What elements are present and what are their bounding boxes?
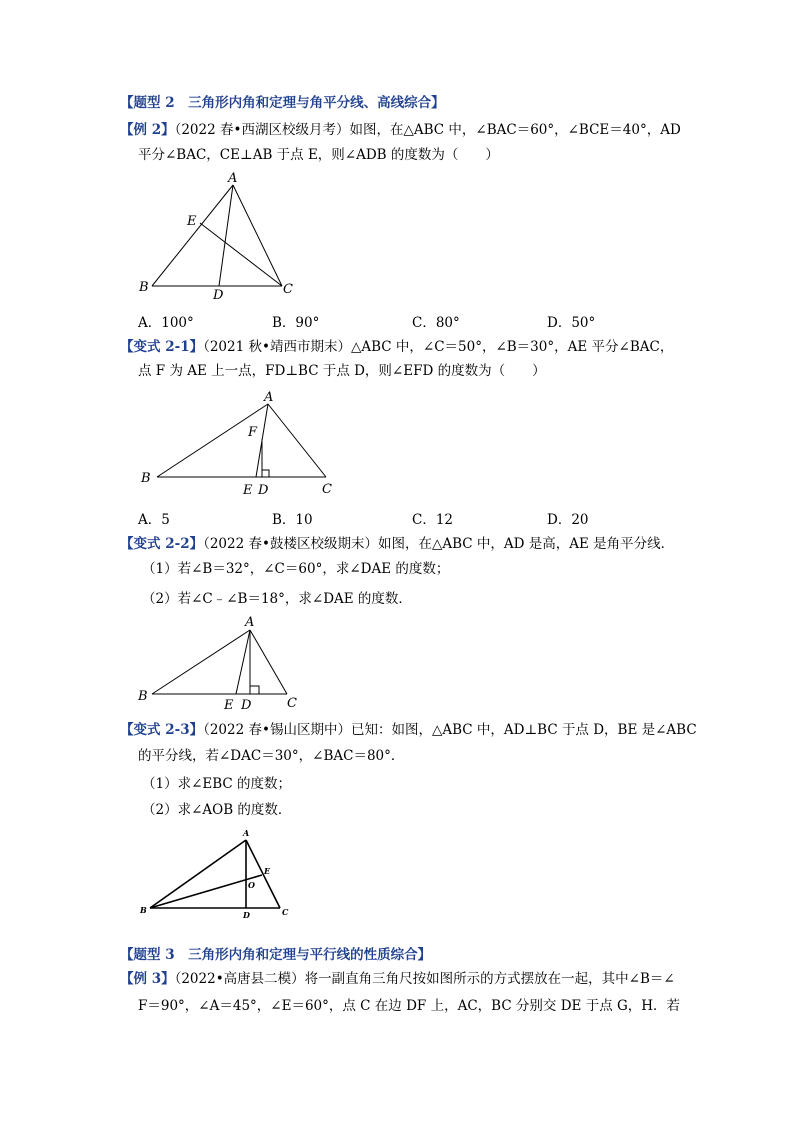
example-2-text-1: （2022 春•西湖区校级月考）如图，在△ABC 中，∠BAC＝60°，∠BCE＝40°，AD [174, 122, 681, 138]
label-f: F [248, 425, 258, 440]
variation-2-2-line-3: （2）若∠C﹣∠B＝18°，求∠DAE 的度数． [142, 591, 412, 607]
segment-ab [150, 840, 246, 908]
example-2-tag: 【例 2】 [120, 122, 175, 138]
segment-ac [246, 840, 280, 908]
label-c: C [283, 282, 293, 297]
label-a: A [245, 615, 255, 630]
label-e: E [264, 866, 271, 876]
option-c: C．80° [412, 315, 460, 331]
label-c: C [287, 696, 297, 711]
label-b: B [141, 471, 151, 486]
variation-2-2-tag: 【变式 2-2】 [120, 536, 204, 552]
example-2-line-2: 平分∠BAC，CE⊥AB 于点 E，则∠ADB 的度数为（ ） [138, 147, 499, 163]
variation-2-2-line-2: （1）若∠B＝32°，∠C＝60°，求∠DAE 的度数； [142, 561, 450, 577]
label-d: D [258, 483, 269, 498]
variation-2-1-tag: 【变式 2-1】 [120, 339, 204, 355]
label-c: C [282, 907, 289, 917]
label-a: A [264, 390, 274, 405]
label-c: C [322, 482, 332, 497]
variation-2-1-text-1: （2021 秋•靖西市期末）△ABC 中，∠C＝50°，∠B＝30°，AE 平分∠BAC， [203, 339, 674, 355]
label-e: E [187, 214, 197, 229]
example-3-tag: 【例 3】 [120, 971, 175, 987]
variation-2-3-text-1: （2022 春•锡山区期中）已知：如图，△ABC 中，AD⊥BC 于点 D，BE 是∠ABC [203, 722, 697, 738]
label-b: B [140, 905, 147, 915]
label-b: B [139, 280, 149, 295]
variation-2-3-line-3: （1）求∠EBC 的度数； [142, 776, 292, 792]
label-o: O [248, 880, 255, 890]
option-d: D．20 [547, 512, 589, 528]
section-title-2: 【题型 2 三角形内角和定理与角平分线、高线综合】 [120, 95, 445, 111]
label-d: D [243, 910, 250, 920]
section-title-3: 【题型 3 三角形内角和定理与平行线的性质综合】 [120, 947, 432, 963]
label-b: B [138, 689, 148, 704]
label-d: D [241, 698, 252, 713]
option-d: D．50° [547, 315, 596, 331]
variation-2-1-line-2: 点 F 为 AE 上一点，FD⊥BC 于点 D，则∠EFD 的度数为（ ） [138, 363, 546, 379]
label-e: E [243, 483, 253, 498]
label-d: D [213, 288, 224, 303]
label-e: E [224, 698, 234, 713]
variation-2-3-line-2: 的平分线，若∠DAC＝30°，∠BAC＝80°． [138, 748, 405, 764]
example-3-text-1: （2022•高唐县二模）将一副直角三角尺按如图所示的方式摆放在一起，其中∠B＝∠ [174, 971, 675, 987]
option-a: A．5 [138, 512, 170, 528]
option-b: B．90° [272, 315, 320, 331]
variation-2-3-tag: 【变式 2-3】 [120, 722, 204, 738]
variation-2-3-line-4: （2）求∠AOB 的度数． [142, 802, 292, 818]
label-a: A [243, 828, 250, 838]
option-a: A．100° [138, 315, 194, 331]
variation-2-2-text-1: （2022 春•鼓楼区校级期末）如图，在△ABC 中，AD 是高，AE 是角平分线． [203, 536, 675, 552]
option-c: C．12 [412, 512, 454, 528]
option-b: B．10 [272, 512, 313, 528]
example-3-line-1 [120, 970, 675, 988]
label-a: A [228, 171, 238, 186]
example-3-line-2: F＝90°，∠A＝45°，∠E＝60°，点 C 在边 DF 上，AC，BC 分别交 DE 于点 G，H．若 [138, 998, 681, 1014]
